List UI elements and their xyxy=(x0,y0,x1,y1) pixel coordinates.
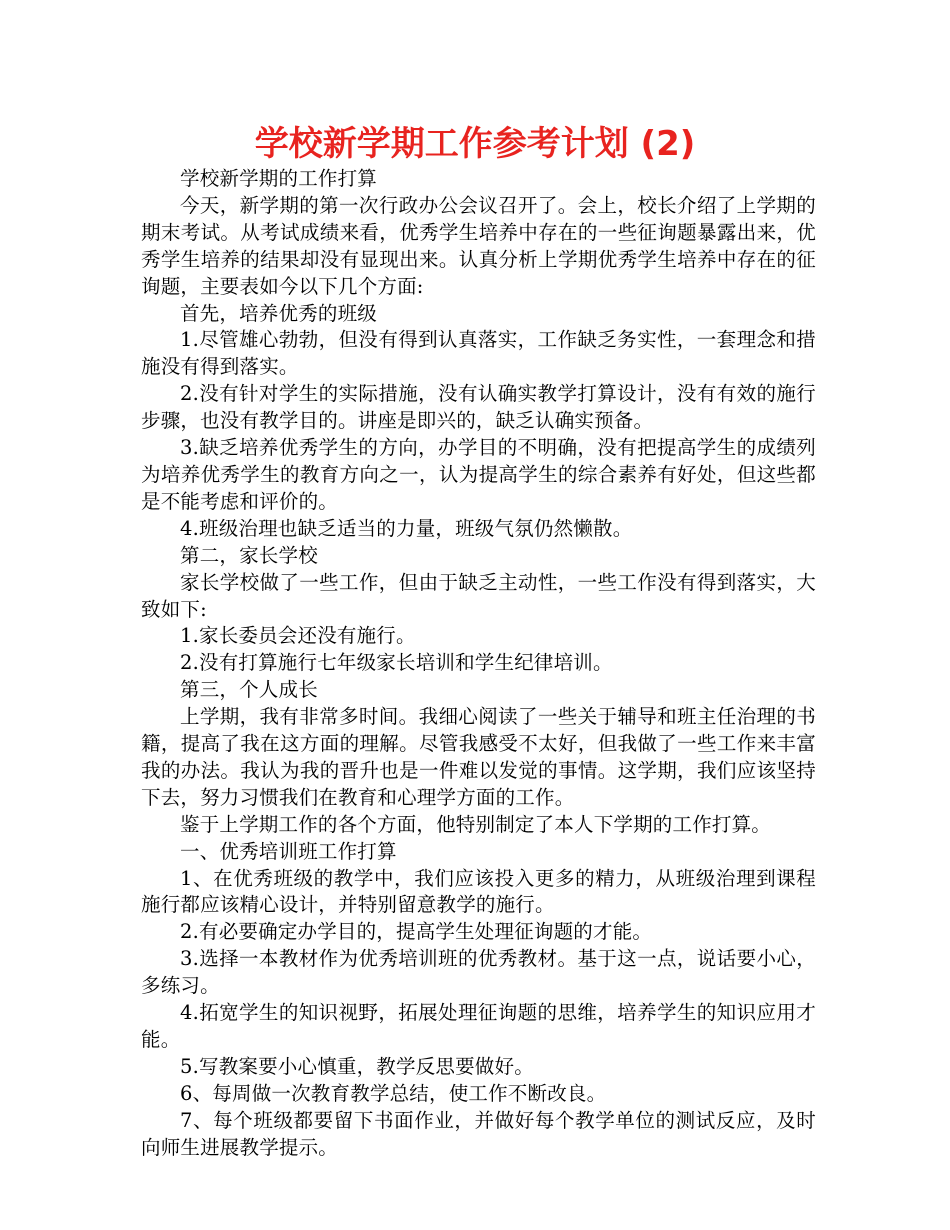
document-body xyxy=(141,166,816,1162)
list-item: 4.班级治理也缺乏适当的力量，班级气氛仍然懒散。 xyxy=(180,516,633,540)
list-item: 1.家长委员会还没有施行。 xyxy=(180,624,416,648)
list-item: 3.选择一本教材作为优秀培训班的优秀教材。基于这一点，说话要小心，多练习。 xyxy=(141,947,816,998)
list-item: 4.拓宽学生的知识视野，拓展处理征询题的思维，培养学生的知识应用才能。 xyxy=(141,1001,816,1051)
list-item: 1.尽管雄心勃勃，但没有得到认真落实，工作缺乏务实性，一套理念和措施没有得到落实。 xyxy=(141,328,816,379)
paragraph: 上学期，我有非常多时间。我细心阅读了一些关于辅导和班主任治理的书籍，提高了我在这方面的理解。尽管我感受不太好，但我做了一些工作来丰富我的办法。我认为我的晋升也是一件难以发觉的事情。这学期，我们应该坚持下去，努力习惯我们在教育和心理学方面的工作。 xyxy=(141,705,816,809)
paragraph: 今天，新学期的第一次行政办公会议召开了。会上，校长介绍了上学期的期末考试。从考试成绩来看，优秀学生培养中存在的一些征询题暴露出来，优秀学生培养的结果却没有显现出来。认真分析上学期优秀学生培养中存在的征询题，主要表如今以下几个方面: xyxy=(141,193,816,298)
section-heading: 第二，家长学校 xyxy=(180,543,318,567)
list-item: 6、每周做一次教育教学总结，使工作不断改良。 xyxy=(180,1081,607,1105)
paragraph: 鉴于上学期工作的各个方面，他特别制定了本人下学期的工作打算。 xyxy=(180,812,772,836)
list-item: 2.没有针对学生的实际措施，没有认确实教学打算设计，没有有效的施行步骤，也没有教学目的。讲座是即兴的，缺乏认确实预备。 xyxy=(141,382,816,433)
list-item: 3.缺乏培养优秀学生的方向，办学目的不明确，没有把提高学生的成绩列为培养优秀学生的教育方向之一，认为提高学生的综合素养有好处，但这些都是不能考虑和评价的。 xyxy=(141,436,816,513)
paragraph: 家长学校做了一些工作，但由于缺乏主动性，一些工作没有得到落实，大致如下: xyxy=(141,570,816,621)
paragraph-subtitle: 学校新学期的工作打算 xyxy=(180,167,378,190)
section-heading: 第三，个人成长 xyxy=(180,678,318,702)
list-item: 7、每个班级都要留下书面作业，并做好每个教学单位的测试反应，及时向师生进展教学提示。 xyxy=(141,1108,816,1159)
list-item: 5.写教案要小心慎重，教学反思要做好。 xyxy=(180,1054,534,1078)
list-item: 2.没有打算施行七年级家长培训和学生纪律培训。 xyxy=(180,651,613,675)
section-heading: 首先，培养优秀的班级 xyxy=(180,301,378,325)
document-title: 学校新学期工作参考计划 (2) xyxy=(254,124,696,164)
list-item: 2.有必要确定办学目的，提高学生处理征询题的才能。 xyxy=(180,920,653,944)
list-item: 1、在优秀班级的教学中，我们应该投入更多的精力，从班级治理到课程施行都应该精心设计，并特别留意教学的施行。 xyxy=(141,866,816,917)
section-heading: 一、优秀培训班工作打算 xyxy=(180,839,397,863)
